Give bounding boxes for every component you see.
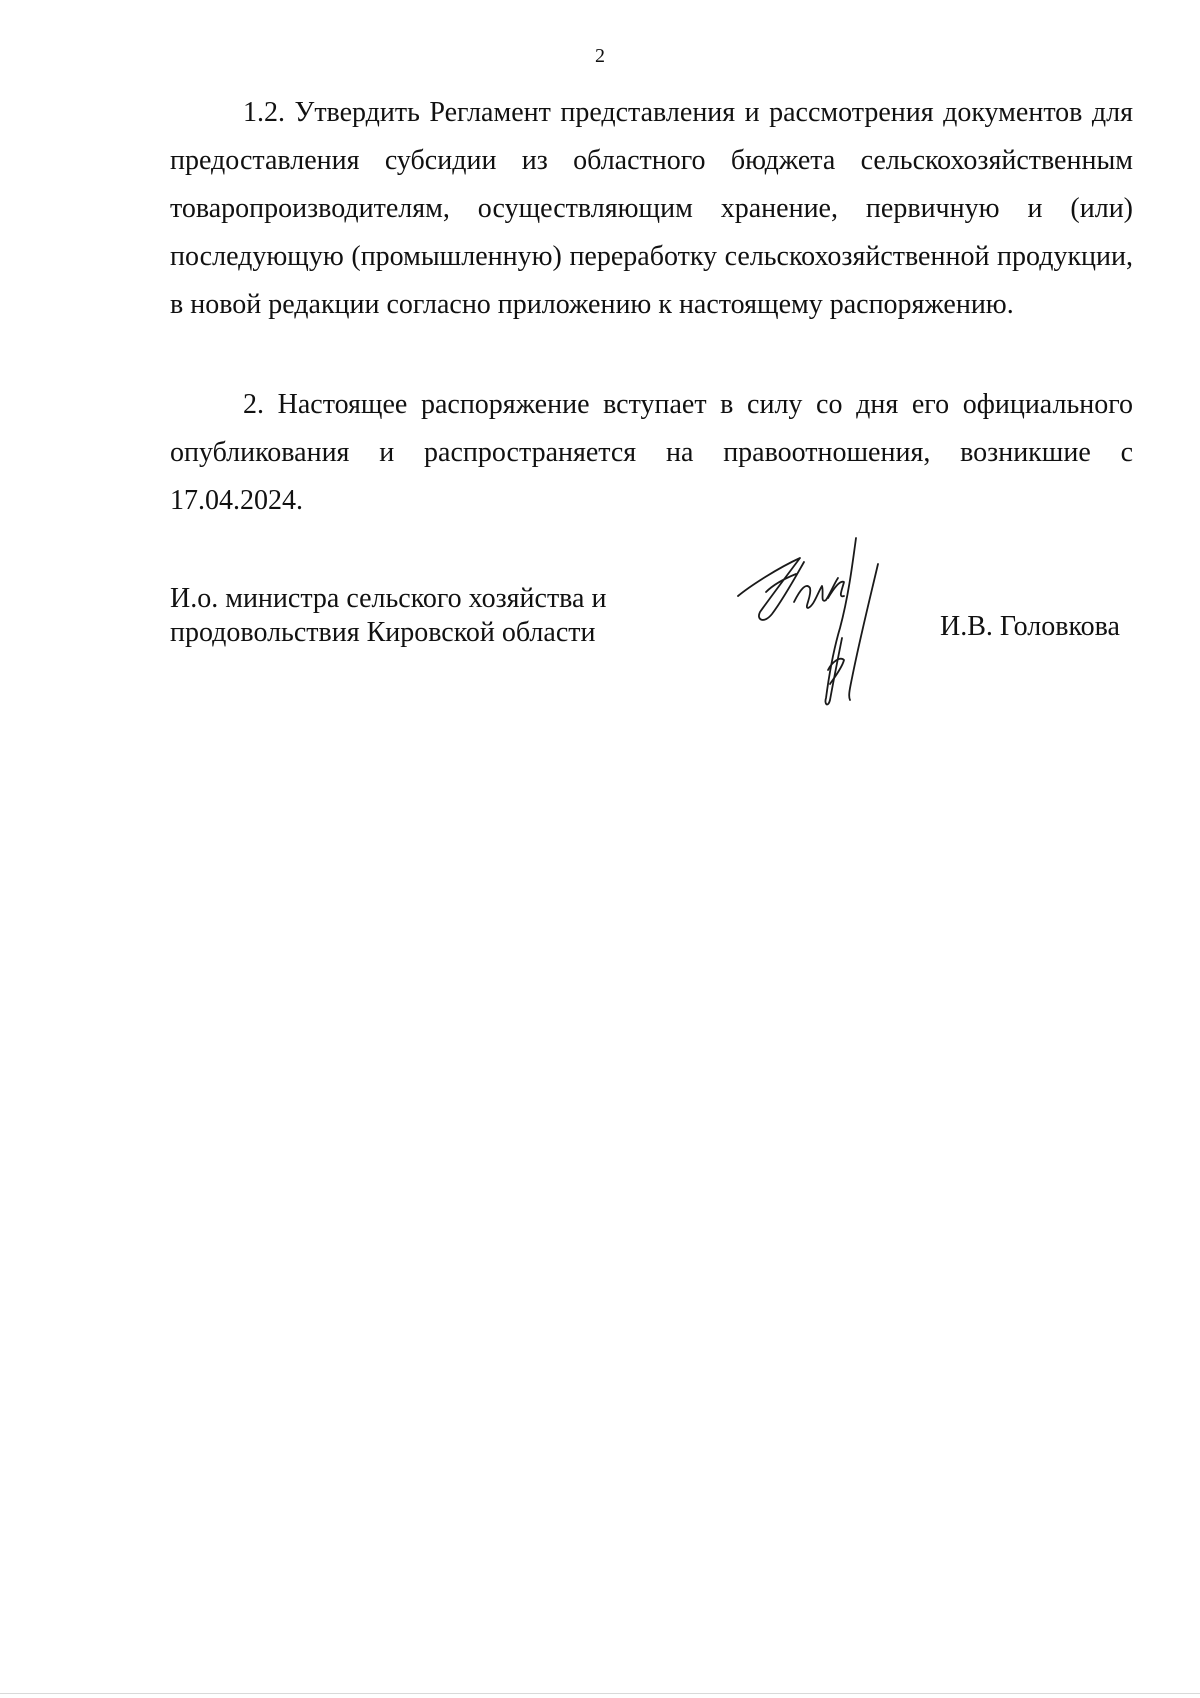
page-number: 2 <box>595 45 605 67</box>
signatory-title <box>170 582 606 650</box>
signer-name: И.В. Головкова <box>940 611 1120 642</box>
signatory-title-line-1: И.о. министра сельского хозяйства и <box>170 583 607 614</box>
paragraph-2: 2. Настоящее распоряжение вступает в силу со дня его официального опубликования и распространяется на правоотношения, возникшие с 17.04.2024. <box>170 389 1133 516</box>
handwritten-signature-icon <box>730 528 920 728</box>
signatory-title-line-2: продовольствия Кировской области <box>170 617 596 648</box>
paragraph-1-2: 1.2. Утвердить Регламент представления и рассмотрения документов для предоставления субсидии из областного бюджета сельскохозяйственным товаропроизводителям, осуществляющим хранение, первичную и (или) последующую (промышленную) переработку сельскохозяйственной продукции, в новой редакции согласно приложению к настоящему распоряжению. <box>170 97 1133 320</box>
page-bottom-edge <box>0 1693 1200 1694</box>
